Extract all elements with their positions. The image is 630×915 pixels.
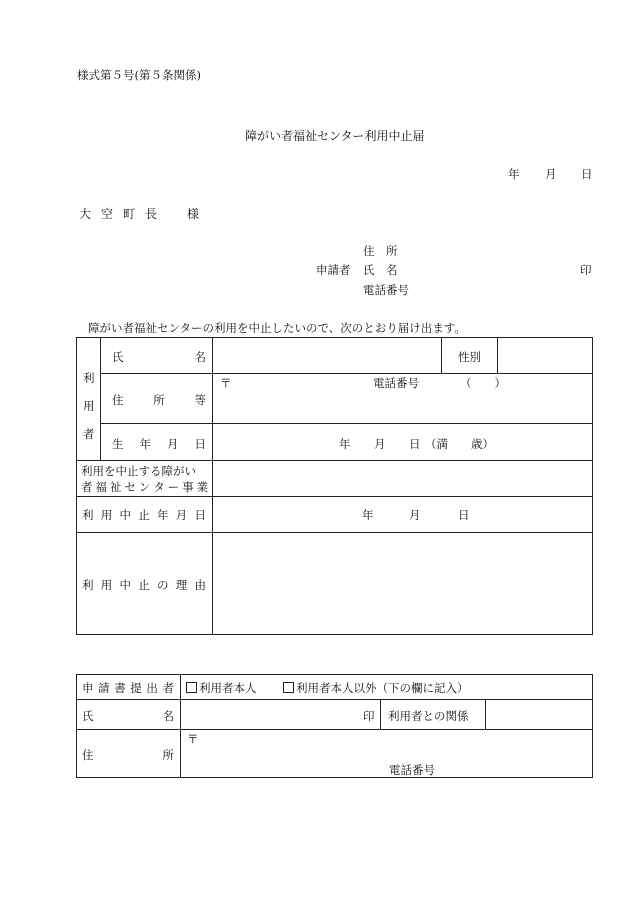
service-label-char: 者 xyxy=(81,480,93,494)
form-number: 様式第５号(第５条関係) xyxy=(77,68,201,82)
submitter-label xyxy=(82,680,174,696)
service-label-char: 祉 xyxy=(109,480,122,494)
reason-label-char: 中 xyxy=(119,578,131,592)
birthdate-label-char: 年 xyxy=(139,437,151,451)
reason-field[interactable] xyxy=(213,533,592,634)
submitter-postal-mark: 〒 xyxy=(187,732,199,746)
reason-label xyxy=(82,577,206,593)
address-field[interactable] xyxy=(213,390,592,422)
submitter-label-char: 者 xyxy=(162,681,174,695)
address-label-char: 住 xyxy=(112,393,124,407)
user-phone-label: 電話番号 xyxy=(373,376,419,390)
stop-date-label xyxy=(82,507,206,523)
stop-date-label-char: 中 xyxy=(119,508,131,522)
addressee-char: 大 xyxy=(79,207,92,221)
stop-date-label-char: 止 xyxy=(138,508,150,522)
gender-field[interactable] xyxy=(498,338,592,373)
addressee-char: 町 xyxy=(123,207,136,221)
birthdate-label-char: 月 xyxy=(167,437,179,451)
address-label-char: 所 xyxy=(153,393,165,407)
submitter-label-char: 出 xyxy=(146,681,158,695)
stop-date-label-char: 月 xyxy=(175,508,188,522)
option-other-label: 利用者本人以外（下の欄に記入） xyxy=(296,681,469,695)
page-title: 障がい者福祉センター利用中止届 xyxy=(245,129,425,143)
service-label-line1: 利用を中止する障がい xyxy=(81,464,196,478)
stop-date-label-char: 日 xyxy=(194,508,206,522)
service-label-char: セ xyxy=(124,480,136,494)
applicant-phone-label: 電話番号 xyxy=(363,283,409,297)
stop-year: 年 xyxy=(362,508,374,522)
submitter-name-label-char: 氏 xyxy=(82,709,94,723)
reason-label-char: 用 xyxy=(100,578,113,592)
user-label-char: 者 xyxy=(83,427,95,441)
submitter-address-field[interactable] xyxy=(181,745,381,760)
service-label-char: ン xyxy=(138,480,151,494)
reason-label-char: 由 xyxy=(194,578,206,592)
submitter-label-char: 請 xyxy=(98,681,110,695)
applicant-seal: 印 xyxy=(580,263,592,277)
submitter-label-char: 申 xyxy=(82,681,94,695)
birthdate-label-char: 生 xyxy=(112,437,124,451)
relation-field[interactable] xyxy=(486,700,592,728)
option-self-label: 利用者本人 xyxy=(199,681,257,695)
user-phone-paren: （ ） xyxy=(460,376,506,390)
user-label-char: 用 xyxy=(83,399,95,413)
option-self[interactable] xyxy=(186,680,257,696)
addressee-honorific: 様 xyxy=(187,207,200,221)
service-label-char: タ xyxy=(153,480,165,494)
submitter-label-char: 提 xyxy=(130,681,142,695)
reason-label-char: の xyxy=(157,578,169,592)
addressee-char: 空 xyxy=(101,207,114,221)
age-text: （満 歳） xyxy=(425,437,494,451)
birthdate-label xyxy=(112,436,206,452)
birth-day: 日 xyxy=(409,437,421,451)
name-label xyxy=(112,349,206,365)
user-label-char: 利 xyxy=(83,371,95,385)
submitter-address-label-char: 所 xyxy=(162,748,174,762)
submitter-name-field[interactable] xyxy=(181,700,361,728)
intro-text: 障がい者福祉センターの利用を中止したいので、次のとおり届け出ます。 xyxy=(88,321,466,335)
submitter-phone-label: 電話番号 xyxy=(389,763,435,777)
service-label-line2 xyxy=(81,479,208,495)
birth-month: 月 xyxy=(374,437,386,451)
name-label-char: 氏 xyxy=(112,350,124,364)
submitter-address-label xyxy=(82,747,174,763)
applicant-address-label: 住 所 xyxy=(363,244,398,258)
submitter-seal: 印 xyxy=(363,709,375,723)
checkbox-self[interactable] xyxy=(186,682,197,693)
date-month: 月 xyxy=(545,167,557,181)
reason-label-char: 利 xyxy=(82,578,94,592)
service-label-char: ー xyxy=(167,480,180,494)
stop-month: 月 xyxy=(409,508,421,522)
reason-label-char: 止 xyxy=(138,578,150,592)
date-day: 日 xyxy=(581,167,593,181)
birth-year: 年 xyxy=(339,437,351,451)
submitter-address-label-char: 住 xyxy=(82,748,94,762)
submitter-label-char: 書 xyxy=(114,681,126,695)
service-label-char: 事 xyxy=(182,480,194,494)
user-label xyxy=(83,364,95,448)
stop-date-label-char: 利 xyxy=(82,508,94,522)
stop-date-label-char: 年 xyxy=(157,508,169,522)
birthdate-label-char: 日 xyxy=(194,437,206,451)
addressee-char: 長 xyxy=(145,207,158,221)
service-field[interactable] xyxy=(213,461,592,495)
date-year: 年 xyxy=(508,167,520,181)
service-label-char: 福 xyxy=(95,480,107,494)
name-label-char: 名 xyxy=(194,350,206,364)
submitter-name-label xyxy=(82,708,174,724)
stop-day: 日 xyxy=(458,508,470,522)
option-other[interactable] xyxy=(283,680,469,696)
address-label xyxy=(112,392,206,408)
reason-label-char: 理 xyxy=(175,578,188,592)
service-label-char: 業 xyxy=(196,480,208,494)
postal-mark: 〒 xyxy=(220,376,232,390)
gender-label: 性別 xyxy=(458,350,481,364)
name-field[interactable] xyxy=(213,338,440,373)
applicant-label: 申請者 xyxy=(316,263,351,277)
address-label-char: 等 xyxy=(194,393,206,407)
stop-date-label-char: 用 xyxy=(100,508,113,522)
applicant-name-label: 氏 名 xyxy=(363,263,398,277)
submitter-name-label-char: 名 xyxy=(162,709,174,723)
checkbox-other[interactable] xyxy=(283,682,294,693)
relation-label: 利用者との関係 xyxy=(388,709,469,723)
